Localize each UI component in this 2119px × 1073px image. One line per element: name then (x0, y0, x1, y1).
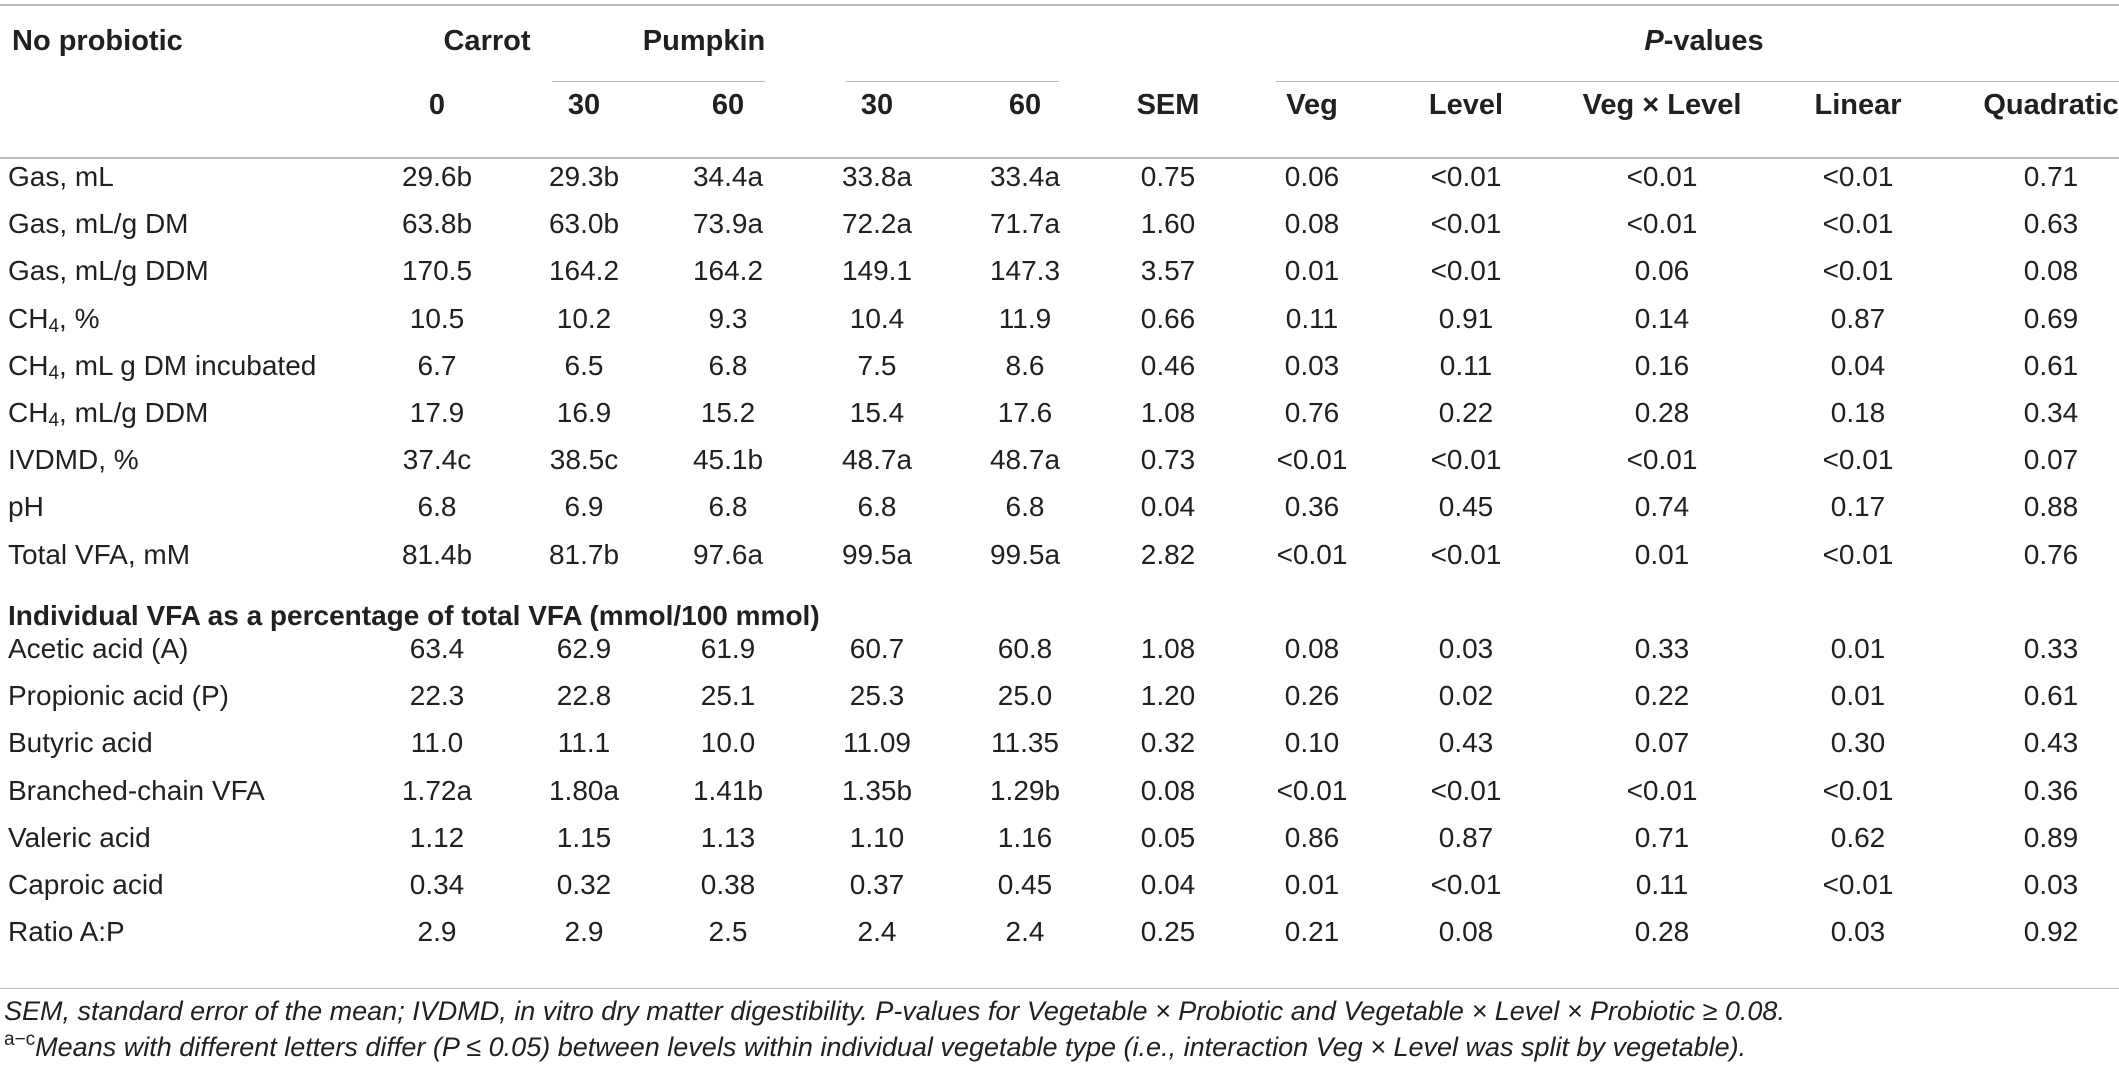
table-cell: 0.33 (2023, 633, 2079, 664)
table-cell: 99.5a (841, 538, 913, 570)
table-cell: 0.66 (1140, 302, 1196, 334)
table-cell: <0.01 (1430, 208, 1502, 240)
row-label (8, 679, 229, 713)
row-label (8, 821, 151, 855)
table-cell: <0.01 (1822, 161, 1894, 192)
table-cell: <0.01 (1822, 774, 1894, 806)
table-cell: <0.01 (1626, 774, 1698, 806)
table-cell: 2.4 (1005, 916, 1045, 948)
table-cell: 63.0b (548, 208, 620, 240)
row-label-text: Caproic acid (8, 869, 164, 900)
table-cell: 3.57 (1140, 255, 1196, 287)
table-cell: 22.8 (556, 680, 612, 712)
table-cell: 0.11 (1285, 302, 1339, 334)
table-cell: 6.5 (564, 349, 604, 381)
table-cell: 25.3 (849, 680, 905, 712)
table-cell: 0.03 (2023, 869, 2079, 900)
table-cell: 10.2 (556, 302, 612, 334)
pumpkin-underline (846, 81, 1059, 82)
table-cell: 0.69 (2023, 302, 2079, 334)
table-cell: 0.28 (1634, 397, 1690, 428)
row-label-text: Propionic acid (P) (8, 680, 229, 712)
table-cell: 149.1 (841, 255, 913, 287)
row-label-text: Branched-chain VFA (8, 774, 265, 806)
row-label-text: Total VFA, mM (8, 538, 191, 570)
row-label-text: pH (8, 491, 44, 523)
table-cell: 0.71 (2023, 161, 2079, 192)
table-cell: <0.01 (1822, 208, 1894, 240)
carrot-underline (552, 81, 765, 82)
row-label (8, 868, 164, 902)
row-label (8, 538, 190, 572)
table-cell: 0.10 (1284, 727, 1340, 759)
table-cell: 11.35 (991, 727, 1059, 759)
section-label: Individual VFA as a percentage of total VFA (mmol/100 mmol) (8, 600, 820, 631)
table-cell: 0.25 (1140, 916, 1196, 948)
column-header: Level (1428, 89, 1504, 121)
table-cell: 48.7a (841, 444, 913, 476)
table-cell: 0.05 (1140, 821, 1196, 853)
top-rule (0, 4, 2119, 6)
table-cell: 0.33 (1634, 633, 1690, 664)
table-cell: 10.0 (700, 727, 756, 759)
table-cell: 0.75 (1140, 161, 1196, 192)
table-cell: <0.01 (1430, 255, 1502, 287)
table-cell: 1.13 (700, 821, 756, 853)
table-cell: 6.8 (1005, 491, 1045, 523)
table-cell: 0.43 (1438, 727, 1494, 759)
column-header: Veg (1286, 89, 1338, 121)
table-cell: 0.46 (1140, 349, 1196, 381)
table-cell: <0.01 (1626, 161, 1698, 192)
table-cell: 48.7a (989, 444, 1061, 476)
footnote-2 (4, 1029, 1747, 1063)
table-cell: 0.01 (1284, 869, 1340, 900)
row-label-subscript: 4 (48, 410, 60, 431)
table-cell: 164.2 (548, 255, 620, 287)
table-cell: 1.29b (989, 774, 1061, 806)
footnote-1: SEM, standard error of the mean; IVDMD, in vitro dry matter digestibility. P-values for Vegetable × Probiotic and Vegetable × Level × Probiotic ≥ 0.08. (4, 996, 1785, 1026)
row-label-text: Gas, mL/g DDM (8, 255, 209, 287)
table-cell: 15.4 (849, 397, 905, 428)
table-cell: 10.4 (849, 302, 905, 334)
row-label-text: Butyric acid (8, 727, 153, 759)
table-cell: 97.6a (692, 538, 764, 570)
row-label (8, 726, 153, 760)
table-cell: 0.03 (1438, 633, 1494, 664)
table-cell: 170.5 (401, 255, 473, 287)
table-cell: 0.28 (1634, 916, 1690, 948)
table-cell: 2.82 (1140, 538, 1196, 570)
table-cell: 0.22 (1634, 680, 1690, 712)
table-cell: 0.14 (1634, 302, 1690, 334)
table-cell: 7.5 (857, 349, 897, 381)
table-cell: 0.07 (2023, 444, 2079, 476)
corner-label: No probiotic (12, 25, 183, 57)
table-cell: 1.80a (548, 774, 620, 806)
table-cell: 0.61 (2023, 349, 2079, 381)
table-cell: 0.88 (2023, 491, 2079, 523)
table-cell: 147.3 (989, 255, 1061, 287)
row-label (8, 207, 188, 241)
table-cell: 0.01 (1634, 538, 1690, 570)
column-header: Linear (1814, 89, 1902, 121)
footnote-2-text: Means with different letters differ (P ≤ 0.05) between levels within individual vegetable type (i.e., interaction Veg × Level was split by vegetable). (35, 1032, 1747, 1062)
table-cell: 0.89 (2023, 821, 2079, 853)
row-label-text: Gas, mL (8, 161, 114, 192)
table-cell: 1.12 (409, 821, 465, 853)
row-label-suffix: , mL/g DDM (59, 397, 209, 428)
table-cell: 0.36 (2023, 774, 2079, 806)
table-cell: 0.17 (1830, 491, 1886, 523)
table-cell: 25.0 (997, 680, 1053, 712)
table-cell: 29.3b (548, 161, 620, 192)
table-cell: 0.45 (997, 869, 1053, 900)
row-label (8, 915, 125, 949)
column-header: 30 (567, 89, 601, 121)
row-label-text: CH (8, 397, 49, 428)
table-cell: 0.45 (1438, 491, 1494, 523)
table-cell: 29.6b (401, 161, 473, 192)
table-cell: 17.6 (997, 397, 1053, 428)
table-cell: 81.4b (401, 538, 473, 570)
row-label (8, 254, 209, 288)
table-cell: 0.38 (700, 869, 756, 900)
table-cell: 1.15 (556, 821, 612, 853)
table-cell: 10.5 (409, 302, 465, 334)
row-label-suffix: , mL g DM incubated (59, 349, 317, 381)
row-label (8, 774, 265, 808)
table-cell: 1.08 (1140, 633, 1196, 664)
row-label-text: CH (8, 302, 49, 334)
table-cell: 0.26 (1284, 680, 1340, 712)
table-cell: 17.9 (409, 397, 465, 428)
table-cell: 6.8 (708, 491, 748, 523)
table-cell: 63.4 (409, 633, 465, 664)
row-label (8, 160, 114, 194)
table-cell: 0.32 (1140, 727, 1196, 759)
table-cell: 60.7 (849, 633, 905, 664)
p-values-suffix: -values (1663, 25, 1764, 57)
table-cell: 1.60 (1140, 208, 1196, 240)
table-cell: 0.71 (1634, 821, 1690, 853)
table-cell: <0.01 (1430, 161, 1502, 192)
table-cell: 6.8 (417, 491, 457, 523)
table-cell: 0.08 (1284, 633, 1340, 664)
table-cell: 0.04 (1140, 491, 1196, 523)
table-cell: <0.01 (1430, 869, 1502, 900)
bottom-rule (0, 988, 2119, 989)
column-header: 60 (711, 89, 745, 121)
table-cell: 0.74 (1634, 491, 1690, 523)
table-cell: <0.01 (1430, 774, 1502, 806)
table-cell: 0.21 (1284, 916, 1340, 948)
footnote-2-marker: a−c (4, 1029, 36, 1050)
table-cell: 0.08 (2023, 255, 2079, 287)
table-cell: 1.08 (1140, 397, 1196, 428)
table-cell: 45.1b (692, 444, 764, 476)
table-cell: 0.08 (1284, 208, 1340, 240)
table-cell: 0.91 (1438, 302, 1494, 334)
table-cell: 0.32 (556, 869, 612, 900)
row-label (8, 396, 208, 430)
table-cell: 0.04 (1830, 349, 1886, 381)
table-cell: 6.8 (708, 349, 748, 381)
table-cell: 33.4a (989, 161, 1061, 192)
row-label (8, 632, 189, 666)
table-cell: 2.5 (708, 916, 748, 948)
table-cell: 0.06 (1634, 255, 1690, 287)
row-label-subscript: 4 (48, 362, 60, 384)
group-header-carrot: Carrot (443, 25, 531, 57)
table-cell: 0.92 (2023, 916, 2079, 948)
table-cell: 99.5a (989, 538, 1061, 570)
table-cell: <0.01 (1822, 869, 1894, 900)
row-label-suffix: , % (59, 302, 100, 334)
row-label-text: Ratio A:P (8, 916, 125, 948)
table-cell: 164.2 (692, 255, 764, 287)
table-cell: 1.72a (401, 774, 473, 806)
table-cell: 0.86 (1284, 821, 1340, 853)
table-cell: 63.8b (401, 208, 473, 240)
row-label (8, 490, 44, 524)
table-cell: 0.03 (1284, 349, 1340, 381)
table-cell: 0.62 (1830, 821, 1886, 853)
table-cell: 0.63 (2023, 208, 2079, 240)
table-cell: 0.43 (2023, 727, 2079, 759)
table-cell: 72.2a (841, 208, 913, 240)
table-cell: 0.02 (1438, 680, 1494, 712)
table-cell: 0.73 (1140, 444, 1196, 476)
table-cell: <0.01 (1626, 444, 1698, 476)
table-cell: 38.5c (549, 444, 619, 476)
table-cell: 62.9 (556, 633, 612, 664)
table-cell: 1.20 (1140, 680, 1196, 712)
table-cell: 0.16 (1634, 349, 1690, 381)
table-cell: 0.18 (1830, 397, 1886, 428)
table-cell: 25.1 (700, 680, 756, 712)
table-cell: 0.01 (1830, 633, 1886, 664)
table-cell: 9.3 (708, 302, 748, 334)
table-cell: 0.30 (1830, 727, 1886, 759)
table-cell: 15.2 (700, 397, 756, 428)
row-label (8, 443, 139, 477)
row-label (8, 302, 100, 336)
table-cell: 71.7a (989, 208, 1061, 240)
table-cell: 11.0 (410, 727, 464, 759)
table-cell: 2.9 (417, 916, 457, 948)
table-cell: 0.03 (1830, 916, 1886, 948)
table-cell: <0.01 (1822, 255, 1894, 287)
table-cell: 0.11 (1635, 869, 1689, 900)
table-cell: 60.8 (997, 633, 1053, 664)
table-cell: 0.04 (1140, 869, 1196, 900)
table-cell: <0.01 (1276, 538, 1348, 570)
table-cell: 6.7 (417, 349, 457, 381)
table-cell: 1.10 (849, 821, 905, 853)
column-header: 30 (860, 89, 894, 121)
table-cell: 0.22 (1438, 397, 1494, 428)
table-cell: 81.7b (548, 538, 620, 570)
table-cell: 0.87 (1830, 302, 1886, 334)
column-header: Quadratic (1983, 89, 2119, 121)
table-cell: 8.6 (1005, 349, 1045, 381)
p-symbol: P (1644, 25, 1664, 57)
table-cell: <0.01 (1276, 444, 1348, 476)
table-cell: 2.9 (564, 916, 604, 948)
table-cell: 0.37 (849, 869, 905, 900)
table-cell: 1.41b (692, 774, 764, 806)
table-cell: 1.16 (997, 821, 1053, 853)
table-cell: 0.08 (1438, 916, 1494, 948)
table-cell: <0.01 (1822, 444, 1894, 476)
row-label-text: CH (8, 349, 49, 381)
table-cell: 0.76 (2023, 538, 2079, 570)
column-header: 60 (1008, 89, 1042, 121)
table-cell: 11.09 (843, 727, 911, 759)
table-cell: 33.8a (841, 161, 913, 192)
column-header: SEM (1136, 89, 1200, 121)
table-cell: <0.01 (1430, 444, 1502, 476)
table-cell: 0.76 (1284, 397, 1340, 428)
table-cell: 16.9 (556, 397, 612, 428)
p-values-underline (1276, 81, 2119, 82)
table-cell: 2.4 (857, 916, 897, 948)
row-label-text: Acetic acid (A) (8, 633, 189, 664)
table-cell: <0.01 (1276, 774, 1348, 806)
table-cell: 11.9 (998, 302, 1052, 334)
table-cell: 22.3 (409, 680, 465, 712)
row-label-subscript: 4 (48, 315, 60, 337)
row-label (8, 349, 316, 383)
table-cell: 0.07 (1634, 727, 1690, 759)
table-cell: 73.9a (692, 208, 764, 240)
table-cell: <0.01 (1822, 538, 1894, 570)
table-cell: <0.01 (1626, 208, 1698, 240)
table-cell: 0.87 (1438, 821, 1494, 853)
table-cell: 34.4a (692, 161, 764, 192)
table-cell: <0.01 (1430, 538, 1502, 570)
table-cell: 6.9 (564, 491, 604, 523)
row-label-text: IVDMD, % (8, 444, 139, 476)
group-header-pumpkin: Pumpkin (642, 25, 766, 57)
row-label-text: Gas, mL/g DM (8, 208, 189, 240)
table-cell: 0.01 (1830, 680, 1886, 712)
table-cell: 0.06 (1284, 161, 1340, 192)
row-label-text: Valeric acid (8, 821, 151, 853)
group-header-p-values (1644, 24, 1763, 58)
header-rule (0, 157, 2119, 159)
table-cell: 0.34 (409, 869, 465, 900)
table-cell: 0.01 (1284, 255, 1340, 287)
table-cell: 1.35b (841, 774, 913, 806)
table-cell: 0.11 (1439, 349, 1493, 381)
table-cell: 0.36 (1284, 491, 1340, 523)
table-cell: 37.4c (402, 444, 472, 476)
table-cell: 61.9 (700, 633, 756, 664)
table-cell: 0.61 (2023, 680, 2079, 712)
column-header: 0 (428, 89, 446, 121)
table-cell: 0.08 (1140, 774, 1196, 806)
table-cell: 0.34 (2023, 397, 2079, 428)
table-cell: 11.1 (557, 727, 611, 759)
column-header: Veg × Level (1582, 89, 1742, 121)
table-cell: 6.8 (857, 491, 897, 523)
